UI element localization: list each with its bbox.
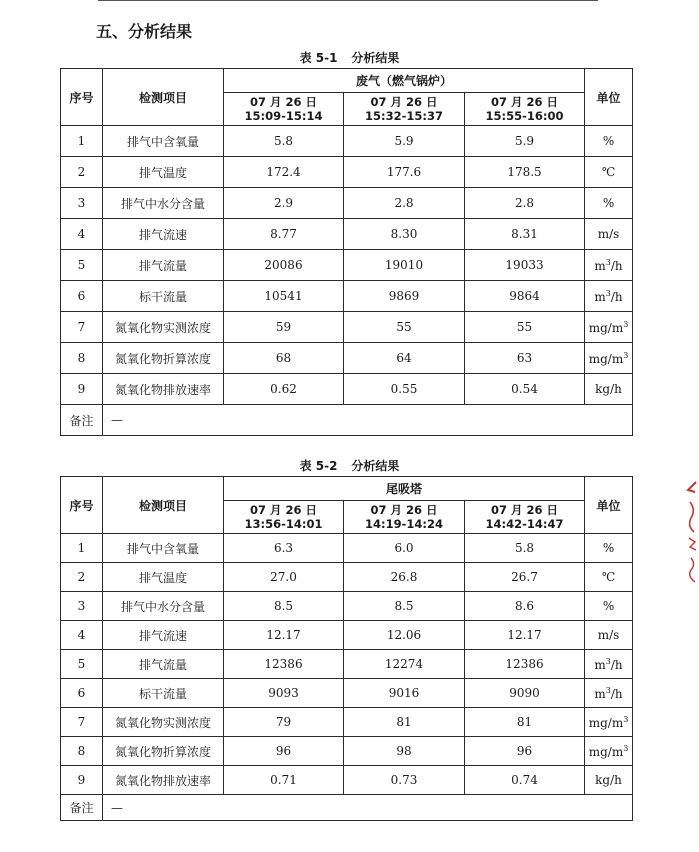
value-cell: 5.9 — [344, 126, 465, 157]
unit-text: m — [594, 686, 606, 701]
row-number: 2 — [61, 563, 103, 592]
value-cell: 0.74 — [465, 766, 585, 795]
value-cell: 98 — [344, 737, 465, 766]
value-cell: 172.4 — [224, 157, 344, 188]
test-item: 排气流速 — [103, 621, 224, 650]
table-caption — [0, 457, 699, 474]
value-cell: 9016 — [344, 679, 465, 708]
value-cell: 27.0 — [224, 563, 344, 592]
table-body — [61, 126, 633, 436]
test-item: 排气温度 — [103, 563, 224, 592]
period-date: 07 月 26 日 — [370, 503, 438, 517]
period-date: 07 月 26 日 — [249, 95, 318, 109]
value-cell: 12.06 — [344, 621, 465, 650]
row-number: 4 — [61, 621, 103, 650]
value-cell: 5.8 — [465, 534, 585, 563]
value-cell: 59 — [224, 312, 344, 343]
test-item: 排气温度 — [103, 157, 224, 188]
unit-text: m/s — [597, 227, 620, 241]
unit-superscript: 3 — [605, 288, 611, 298]
header-period — [465, 93, 585, 126]
value-cell: 5.9 — [465, 126, 585, 157]
value-cell: 2.8 — [465, 188, 585, 219]
test-item: 排气中含氧量 — [103, 534, 224, 563]
test-item: 排气中水分含量 — [103, 188, 224, 219]
test-item: 排气流量 — [103, 650, 224, 679]
value-cell: 177.6 — [344, 157, 465, 188]
test-item: 排气流速 — [103, 219, 224, 250]
table-row — [61, 766, 633, 795]
table-row — [61, 650, 633, 679]
unit-cell — [585, 157, 633, 188]
value-cell: 8.31 — [465, 219, 585, 250]
test-item: 排气中水分含量 — [103, 592, 224, 621]
unit-cell — [585, 592, 633, 621]
value-cell: 0.73 — [344, 766, 465, 795]
period-time: 14:42-14:47 — [485, 517, 564, 531]
unit-superscript: 3 — [623, 319, 629, 329]
unit-text: ℃ — [601, 570, 616, 584]
unit-cell — [585, 281, 633, 312]
table-row — [61, 312, 633, 343]
table-body — [61, 534, 633, 821]
unit-cell — [585, 126, 633, 157]
value-cell: 12386 — [465, 650, 585, 679]
test-item: 标干流量 — [103, 281, 224, 312]
analysis-table — [60, 68, 633, 436]
test-item: 标干流量 — [103, 679, 224, 708]
unit-cell — [585, 737, 633, 766]
value-cell: 8.77 — [224, 219, 344, 250]
value-cell: 8.5 — [224, 592, 344, 621]
unit-text: m/s — [597, 628, 620, 642]
unit-cell — [585, 563, 633, 592]
value-cell: 9869 — [344, 281, 465, 312]
value-cell: 8.5 — [344, 592, 465, 621]
table-row — [61, 563, 633, 592]
seal-stamp-fragment — [684, 480, 698, 592]
unit-cell — [585, 679, 633, 708]
value-cell: 0.62 — [224, 374, 344, 405]
test-item: 排气流量 — [103, 250, 224, 281]
table-row — [61, 219, 633, 250]
section-heading: 五、分析结果 — [96, 22, 193, 41]
value-cell: 81 — [344, 708, 465, 737]
header-unit: 单位 — [585, 477, 633, 534]
header-period — [344, 501, 465, 534]
header-item: 检测项目 — [103, 69, 224, 126]
table-row — [61, 708, 633, 737]
unit-text: mg/m — [588, 320, 624, 335]
header-period — [224, 93, 344, 126]
table-row — [61, 737, 633, 766]
test-item: 氮氧化物折算浓度 — [103, 343, 224, 374]
header-period — [224, 501, 344, 534]
header-seq: 序号 — [61, 69, 103, 126]
page-top-rule — [98, 0, 598, 1]
period-time: 15:32-15:37 — [365, 109, 443, 123]
table-row — [61, 679, 633, 708]
value-cell: 0.55 — [344, 374, 465, 405]
value-cell: 55 — [344, 312, 465, 343]
value-cell: 9864 — [465, 281, 585, 312]
table-number: 表 5-1 — [299, 51, 338, 65]
table-row — [61, 534, 633, 563]
unit-cell — [585, 188, 633, 219]
header-unit: 单位 — [585, 69, 633, 126]
unit-superscript: 3 — [623, 714, 629, 724]
period-date: 07 月 26 日 — [491, 503, 559, 517]
table-row — [61, 157, 633, 188]
remarks-label: 备注 — [61, 795, 103, 821]
test-item: 排气中含氧量 — [103, 126, 224, 157]
table-row — [61, 621, 633, 650]
value-cell: 6.3 — [224, 534, 344, 563]
unit-text: mg/m — [588, 351, 624, 366]
table-row — [61, 281, 633, 312]
period-date: 07 月 26 日 — [491, 95, 559, 109]
unit-cell — [585, 534, 633, 563]
unit-text: mg/m — [588, 715, 624, 730]
row-number: 1 — [61, 534, 103, 563]
value-cell: 0.54 — [465, 374, 585, 405]
row-number: 1 — [61, 126, 103, 157]
unit-superscript: 3 — [623, 350, 629, 360]
value-cell: 2.8 — [344, 188, 465, 219]
value-cell: 63 — [465, 343, 585, 374]
header-source-group: 尾吸塔 — [224, 477, 585, 501]
unit-cell — [585, 250, 633, 281]
unit-cell — [585, 766, 633, 795]
unit-text: m — [594, 289, 606, 304]
value-cell: 8.6 — [465, 592, 585, 621]
value-cell: 96 — [224, 737, 344, 766]
unit-suffix: /h — [610, 686, 623, 701]
unit-cell — [585, 621, 633, 650]
unit-superscript: 3 — [623, 743, 629, 753]
value-cell: 12274 — [344, 650, 465, 679]
row-number: 6 — [61, 679, 103, 708]
value-cell: 9090 — [465, 679, 585, 708]
value-cell: 96 — [465, 737, 585, 766]
unit-text: kg/h — [595, 382, 622, 396]
remarks-row — [61, 405, 633, 436]
table-row — [61, 126, 633, 157]
unit-text: kg/h — [595, 773, 622, 787]
remarks-row — [61, 795, 633, 821]
unit-cell — [585, 312, 633, 343]
unit-superscript: 3 — [605, 656, 611, 666]
unit-cell — [585, 343, 633, 374]
test-item: 氮氧化物折算浓度 — [103, 737, 224, 766]
value-cell: 20086 — [224, 250, 344, 281]
value-cell: 55 — [465, 312, 585, 343]
period-time: 13:56-14:01 — [244, 517, 323, 531]
value-cell: 19033 — [465, 250, 585, 281]
value-cell: 8.30 — [344, 219, 465, 250]
remarks-value: — — [103, 405, 633, 436]
table-row — [61, 374, 633, 405]
value-cell: 10541 — [224, 281, 344, 312]
unit-text: % — [602, 134, 615, 148]
row-number: 4 — [61, 219, 103, 250]
row-number: 3 — [61, 592, 103, 621]
row-number: 7 — [61, 708, 103, 737]
row-number: 9 — [61, 766, 103, 795]
unit-text: % — [602, 599, 615, 613]
value-cell: 2.9 — [224, 188, 344, 219]
test-item: 氮氧化物排放速率 — [103, 374, 224, 405]
table-row — [61, 343, 633, 374]
test-item: 氮氧化物排放速率 — [103, 766, 224, 795]
table-title: 分析结果 — [351, 51, 400, 65]
header-source-group: 废气（燃气锅炉） — [224, 69, 585, 93]
value-cell: 19010 — [344, 250, 465, 281]
value-cell: 64 — [344, 343, 465, 374]
header-item: 检测项目 — [103, 477, 224, 534]
value-cell: 12386 — [224, 650, 344, 679]
row-number: 8 — [61, 343, 103, 374]
value-cell: 6.0 — [344, 534, 465, 563]
test-item: 氮氧化物实测浓度 — [103, 708, 224, 737]
table-title: 分析结果 — [351, 459, 400, 473]
row-number: 3 — [61, 188, 103, 219]
unit-cell — [585, 219, 633, 250]
table-row — [61, 592, 633, 621]
value-cell: 81 — [465, 708, 585, 737]
unit-superscript: 3 — [605, 257, 611, 267]
row-number: 7 — [61, 312, 103, 343]
unit-text: % — [602, 541, 615, 555]
row-number: 2 — [61, 157, 103, 188]
unit-text: mg/m — [588, 744, 624, 759]
header-period — [465, 501, 585, 534]
remarks-label: 备注 — [61, 405, 103, 436]
period-date: 07 月 26 日 — [249, 503, 318, 517]
value-cell: 68 — [224, 343, 344, 374]
unit-suffix: /h — [610, 258, 623, 273]
value-cell: 12.17 — [224, 621, 344, 650]
unit-text: % — [602, 196, 615, 210]
value-cell: 9093 — [224, 679, 344, 708]
period-date: 07 月 26 日 — [370, 95, 438, 109]
unit-suffix: /h — [610, 289, 623, 304]
unit-text: m — [594, 657, 606, 672]
period-time: 15:55-16:00 — [485, 109, 564, 123]
row-number: 5 — [61, 250, 103, 281]
unit-superscript: 3 — [605, 685, 611, 695]
unit-text: ℃ — [601, 165, 616, 179]
table-row — [61, 188, 633, 219]
remarks-value: — — [103, 795, 633, 821]
unit-cell — [585, 708, 633, 737]
table-number: 表 5-2 — [299, 459, 338, 473]
row-number: 5 — [61, 650, 103, 679]
value-cell: 26.8 — [344, 563, 465, 592]
table-row — [61, 250, 633, 281]
unit-cell — [585, 650, 633, 679]
period-time: 15:09-15:14 — [244, 109, 323, 123]
period-time: 14:19-14:24 — [365, 517, 443, 531]
value-cell: 5.8 — [224, 126, 344, 157]
value-cell: 178.5 — [465, 157, 585, 188]
value-cell: 79 — [224, 708, 344, 737]
unit-cell — [585, 374, 633, 405]
header-period — [344, 93, 465, 126]
unit-text: m — [594, 258, 606, 273]
row-number: 6 — [61, 281, 103, 312]
value-cell: 12.17 — [465, 621, 585, 650]
row-number: 9 — [61, 374, 103, 405]
table-caption — [0, 49, 699, 66]
unit-suffix: /h — [610, 657, 623, 672]
row-number: 8 — [61, 737, 103, 766]
value-cell: 26.7 — [465, 563, 585, 592]
value-cell: 0.71 — [224, 766, 344, 795]
test-item: 氮氧化物实测浓度 — [103, 312, 224, 343]
header-seq: 序号 — [61, 477, 103, 534]
analysis-table — [60, 476, 633, 821]
